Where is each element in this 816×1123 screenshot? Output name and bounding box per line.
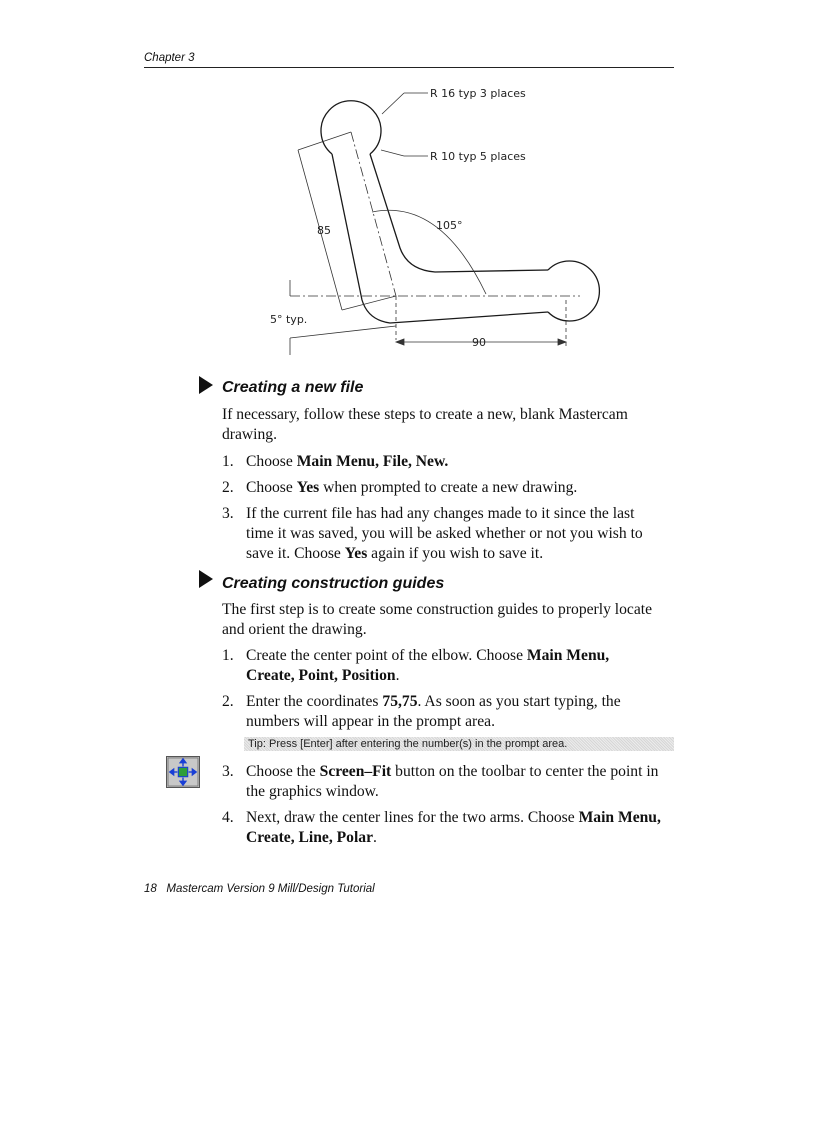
length-arm-label: 85 <box>317 224 331 237</box>
list-item: 3. Choose the Screen–Fit button on the toolbar to center the point in the graphics window. <box>222 763 659 800</box>
elbow-drawing <box>250 80 610 365</box>
list-item: 3. If the current file has had any changes made to it since the last time it was saved, you will be asked whether or not you wish to save it. Choose Yes again if you wish to save it. <box>222 505 643 562</box>
footer-text: 18 Mastercam Version 9 Mill/Design Tutorial <box>144 883 375 895</box>
angle-typ-label: 5° typ. <box>270 313 308 326</box>
radius-large-label: R 16 typ 3 places <box>430 87 526 100</box>
header-rule <box>144 67 674 68</box>
paragraph-line: If necessary, follow these steps to create a new, blank Mastercam <box>222 406 628 423</box>
screen-fit-icon <box>166 756 200 788</box>
tip-box: Tip: Press [Enter] after entering the number(s) in the prompt area. <box>244 737 674 751</box>
list-item: 4. Next, draw the center lines for the two arms. Choose Main Menu, Create, Line, Polar. <box>222 809 661 846</box>
length-base-label: 90 <box>472 336 486 349</box>
chapter-label: Chapter 3 <box>144 52 195 64</box>
angle-elbow-label: 105° <box>436 219 463 232</box>
paragraph-line: The first step is to create some construction guides to properly locate <box>222 601 653 618</box>
list-item: 2. Enter the coordinates 75,75. As soon as you start typing, the numbers will appear in the prompt area. <box>222 693 621 730</box>
list-item: 1. Create the center point of the elbow. Choose Main Menu, Create, Point, Position. <box>222 647 610 684</box>
section-title-new-file: Creating a new file <box>222 379 364 396</box>
section-title-construction-guides: Creating construction guides <box>222 575 445 592</box>
section-marker-icon <box>199 376 213 394</box>
paragraph-line: and orient the drawing. <box>222 621 367 638</box>
section-marker-icon <box>199 570 213 588</box>
paragraph-line: drawing. <box>222 426 277 443</box>
radius-small-label: R 10 typ 5 places <box>430 150 526 163</box>
